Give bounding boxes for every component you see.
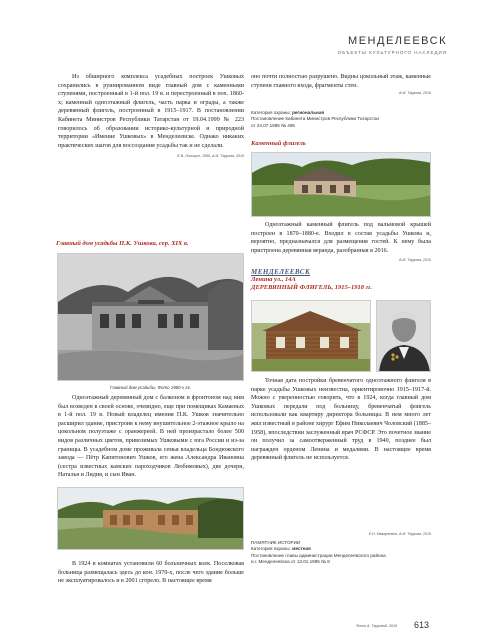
credit: А.М. Таурова, 2016 <box>399 258 431 263</box>
meta-line: Постановление главы администрации Менделеевского района <box>251 552 386 558</box>
meta-line: и.г. Менделеевска от 13.01.1995 № 8 <box>251 559 330 565</box>
photo-title: Главный дом усадьбы П.К. Ушкова, сер. XIX в. <box>56 240 189 247</box>
heading-city: МЕНДЕЛЕЕВСК <box>251 268 311 276</box>
left-bottom-text-2 <box>58 560 244 586</box>
left-top-text <box>58 73 244 159</box>
protection-info <box>251 540 431 566</box>
heading-street: Ленина ул., 14А <box>251 276 296 283</box>
stone-wing-photo <box>251 152 431 217</box>
heading-title: ДЕРЕВЯННЫЙ ФЛИГЕЛЬ, 1915–1918 гг. <box>251 284 372 291</box>
main-house-photo <box>57 253 244 381</box>
meta-line: Категория охраны: региональная <box>251 110 325 115</box>
wooden-wing-photo <box>251 300 371 372</box>
credit: Е.В. Лисицын, 1999, А.М. Таурова, 2016 <box>177 154 244 159</box>
page-number: 613 <box>413 620 429 630</box>
meta-line: Категория охраны: местная <box>251 546 311 552</box>
right-top-text <box>251 73 431 96</box>
meta-line: от 24.07.1995 № 495 <box>251 122 295 128</box>
paragraph: Одноэтажный каменный флигель под вальмовой крышей построен в 1870–1880-е. Входил в состав усадьбы Ушкова и, вероятно, предназначался для размещения гостей. К нему была пристроена деревянная веранда, разобранная в 2016. <box>251 222 431 254</box>
section-title: МЕНДЕЛЕЕВСК <box>348 35 447 47</box>
ruins-photo <box>57 487 244 550</box>
meta-line: ПАМЯТНИК ИСТОРИИ <box>251 540 301 545</box>
right-middle-text <box>251 221 431 263</box>
credit: Е.Н. Макаренков, А.М. Таурова, 2016 <box>368 532 431 536</box>
section-subtitle: ОБЪЕКТЫ КУЛЬТУРНОГО НАСЛЕДИЯ <box>337 50 447 55</box>
footer-photo-credit: Фото А. Тауровой, 2016 <box>356 624 397 628</box>
protection-info <box>251 110 431 129</box>
left-bottom-text <box>58 394 244 480</box>
credit: А.М. Таурова, 2016 <box>399 91 431 96</box>
meta-line: Постановление Кабинета Министров Республики Татарстан <box>251 116 380 122</box>
paragraph: Из обширного комплекса усадебных построек Ушковых сохранились в руинированном виде главный дом с каменными ступенями, построенный в 1-й пол. 19 в. и перестроенный в пох. 1860-х; каменный одноэтажный флигель, часть парка и ограды, а также деревянный флигель, построенный в 1915–1917. В постановлении Кабинета Министров Республики Татарстан от 19.04.1999 № 223 говорилось об образовании историко-культурной и природной территории «Имение Ушковых» в Менделеевске. Однако никаких практических шагов для воссоздания усадьбы так и не сделали. <box>58 74 244 149</box>
section-caption: Каменный флигель <box>251 140 306 147</box>
paragraph: Одноэтажный деревянный дом с балконом и фронтоном над ним был возведен в своей основе, очевидно, еще при помещиках Камаевых в 1-й пол. 19 в. Новый владелец имения П.К. Ушков значительно расширил здание, пристроив к нему внушительное 2-этажное крыло на цокольном полуэтаже с оранжереей. В ней произрастало более 500 видов различных цветов, привозимых Ушковыми с юга России и из-за границы. В усадебном доме проживала семья владельца Бондюжского завода — Пётр Капитонович Ушков, его жена Александра Ивановна (сестра известных камских пароходчиков Любимовых), две дочери, Наталья и Лидия, и сын Иван. <box>58 395 244 479</box>
object-heading <box>251 268 431 292</box>
paragraph: оно почти полностью разрушено. Видны цокольный этаж, каменные ступени главного входа, фрагменты стен. <box>251 74 431 89</box>
photo-caption: Главный дом усадьбы. Фото 1980-х гг. <box>110 385 191 390</box>
paragraph: Точная дата постройки бревенчатого одноэтажного флигеля в парке усадьбы Ушковых неизвестна, ориентировочно 1915–1917-й. Можно с уверенностью говорить, что в 1924, когда главный дом Ушковых передали под больницу, бревенчатый флигель использовали как квартиру директора больницы. В нем много лет жил известный в районе хирург Ефим Николаевич Чоловский (1885–1958), впоследствии заслуженный врач РСФСР. Это почетное звание он получил за самоотверженный труд в 1940, позднее был награжден орденом Ленина и медалями. В настоящее время деревянный флигель не используется. <box>251 378 431 462</box>
portrait-photo <box>376 300 431 372</box>
right-bottom-text <box>251 377 431 463</box>
paragraph: В 1924 в комнатах установили 60 больничных коек. Поселковая больница размещалась здесь до кон. 1970-х, после чего здание больше не эксплуатировалось и в 2001 сгорело. В настоящее время <box>58 561 244 585</box>
